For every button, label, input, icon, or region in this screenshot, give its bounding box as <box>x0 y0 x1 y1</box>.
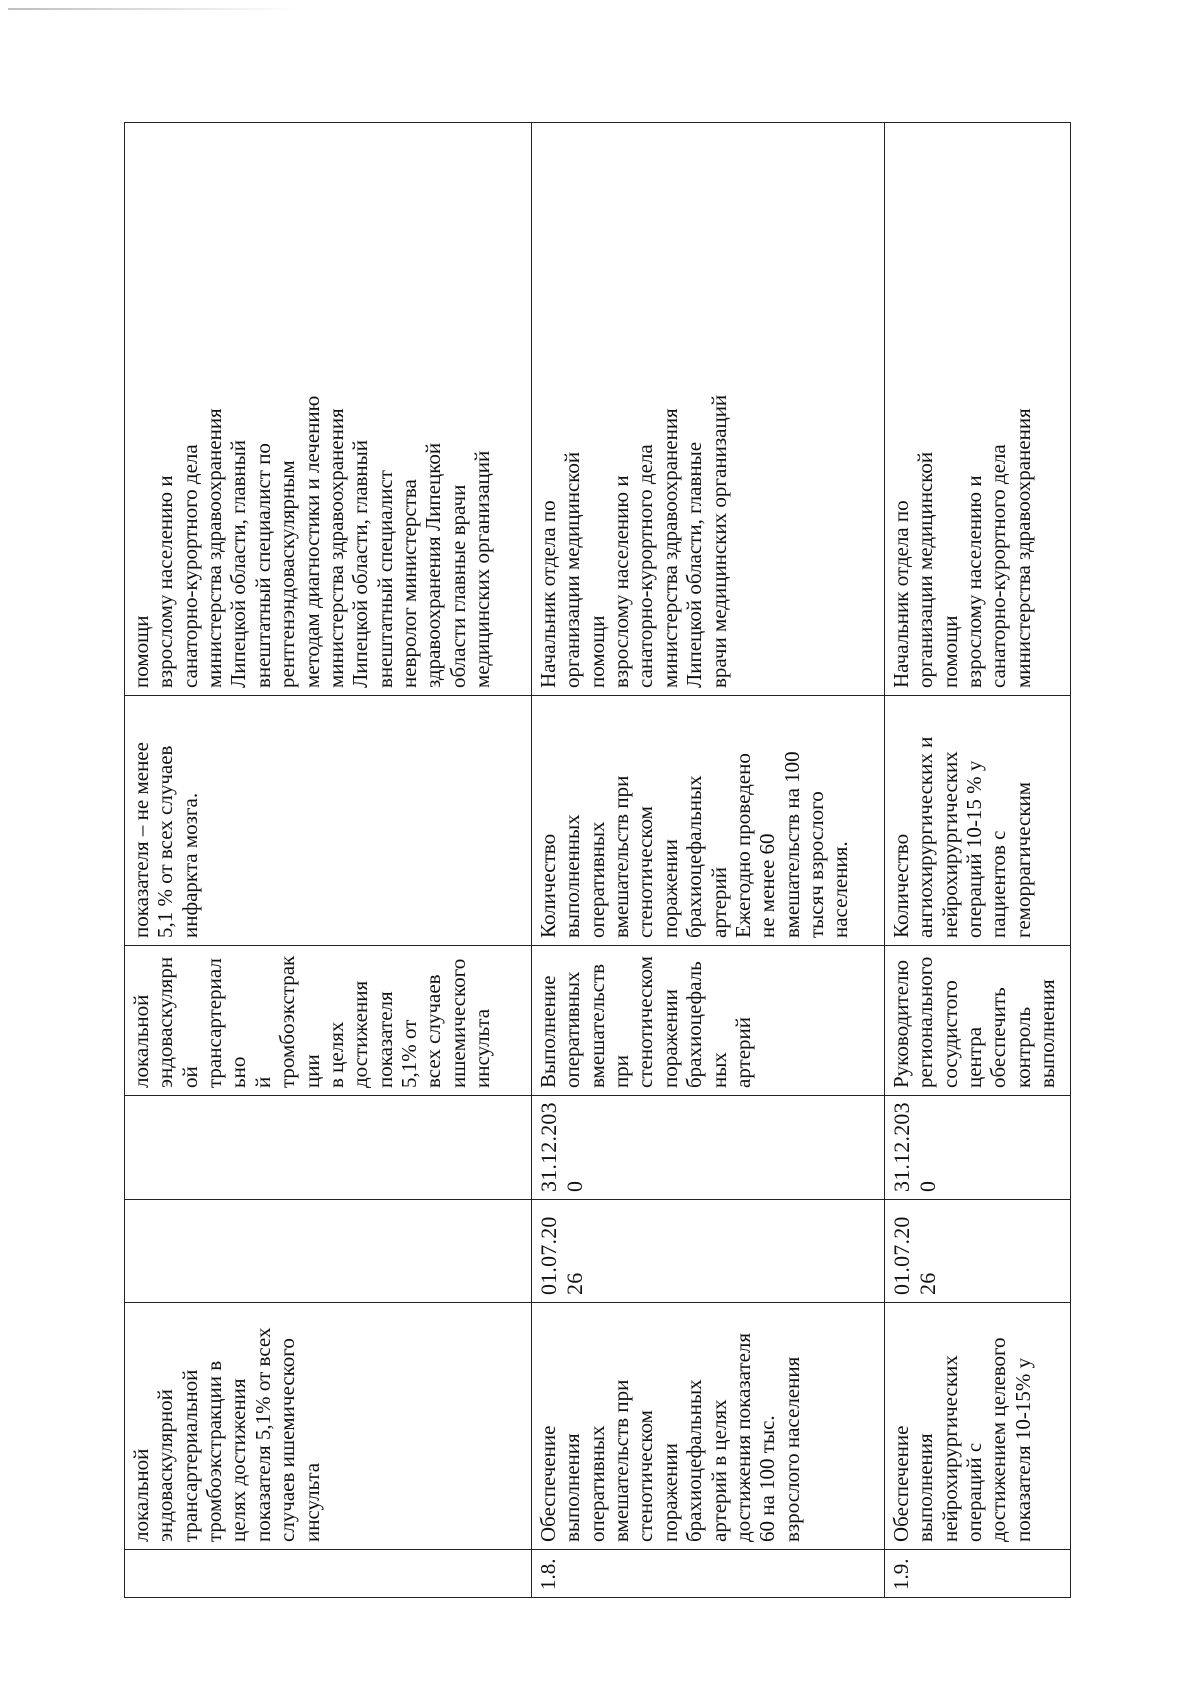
event-description: Руководителю регионального сосудистого центра обеспечить контроль выполнения <box>885 946 1071 1096</box>
row-number <box>125 1550 532 1598</box>
event-description: локальной эндоваскулярной трансартериально й тромбоэкстракции в целях достижения показателя 5,1% от всех случаев ишемического инсульта <box>125 946 532 1096</box>
expected-result: показателя – не менее 5,1 % от всех случаев инфаркта мозга. <box>125 696 532 946</box>
action-plan-table <box>124 122 1071 1598</box>
row-number: 1.9. <box>885 1550 1071 1598</box>
event-name: локальной эндоваскулярной трансартериальной тромбоэкстракции в целях достижения показателя 5,1% от всех случаев ишемического инсульта <box>125 1303 532 1550</box>
event-name: Обеспечение выполнения нейрохирургических операций с достижением целевого показателя 10-15% у <box>885 1303 1071 1550</box>
end-date: 31.12.2030 <box>532 1096 885 1200</box>
start-date: 01.07.2026 <box>532 1200 885 1303</box>
row-number: 1.8. <box>532 1550 885 1598</box>
start-date: 01.07.2026 <box>885 1200 1071 1303</box>
responsible: помощи взрослому населению и санаторно-курортного дела министерства здравоохранения Липецкой области, главный внештатный специалист по рентгенэндоваскулярным методам диагностики и лечению министерства здравоохранения Липецкой области, главный внештатный специалист невролог министерства здравоохранения Липецкой области главные врачи медицинских организаций <box>125 123 532 696</box>
table-row <box>885 123 1071 1598</box>
table-row <box>125 123 532 1598</box>
table-row <box>532 123 885 1598</box>
end-date <box>125 1096 532 1200</box>
scan-edge-mark <box>8 8 298 10</box>
event-description: Выполнение оперативных вмешательств при стенотическом поражении брахиоцефальных артерий <box>532 946 885 1096</box>
expected-result: Количество ангиохирургических и нейрохирургических операций 10-15 % у пациентов с геморрагическим <box>885 696 1071 946</box>
responsible: Начальник отдела по организации медицинской помощи взрослому населению и санаторно-курортного дела министерства здравоохранения <box>885 123 1071 696</box>
rotated-page <box>124 123 1070 1598</box>
expected-result: Количество выполненных оперативных вмешательств при стенотическом поражении брахиоцефальных артерий Ежегодно проведено не менее 60 вмешательств на 100 тысяч взрослого населения. <box>532 696 885 946</box>
event-name: Обеспечение выполнения оперативных вмешательств при стенотическом поражении брахиоцефальных артерий в целях достижения показателя 60 на 100 тыс. взрослого населения <box>532 1303 885 1550</box>
start-date <box>125 1200 532 1303</box>
end-date: 31.12.2030 <box>885 1096 1071 1200</box>
responsible: Начальник отдела по организации медицинской помощи взрослому населению и санаторно-курортного дела министерства здравоохранения Липецкой области, главные врачи медицинских организаций <box>532 123 885 696</box>
